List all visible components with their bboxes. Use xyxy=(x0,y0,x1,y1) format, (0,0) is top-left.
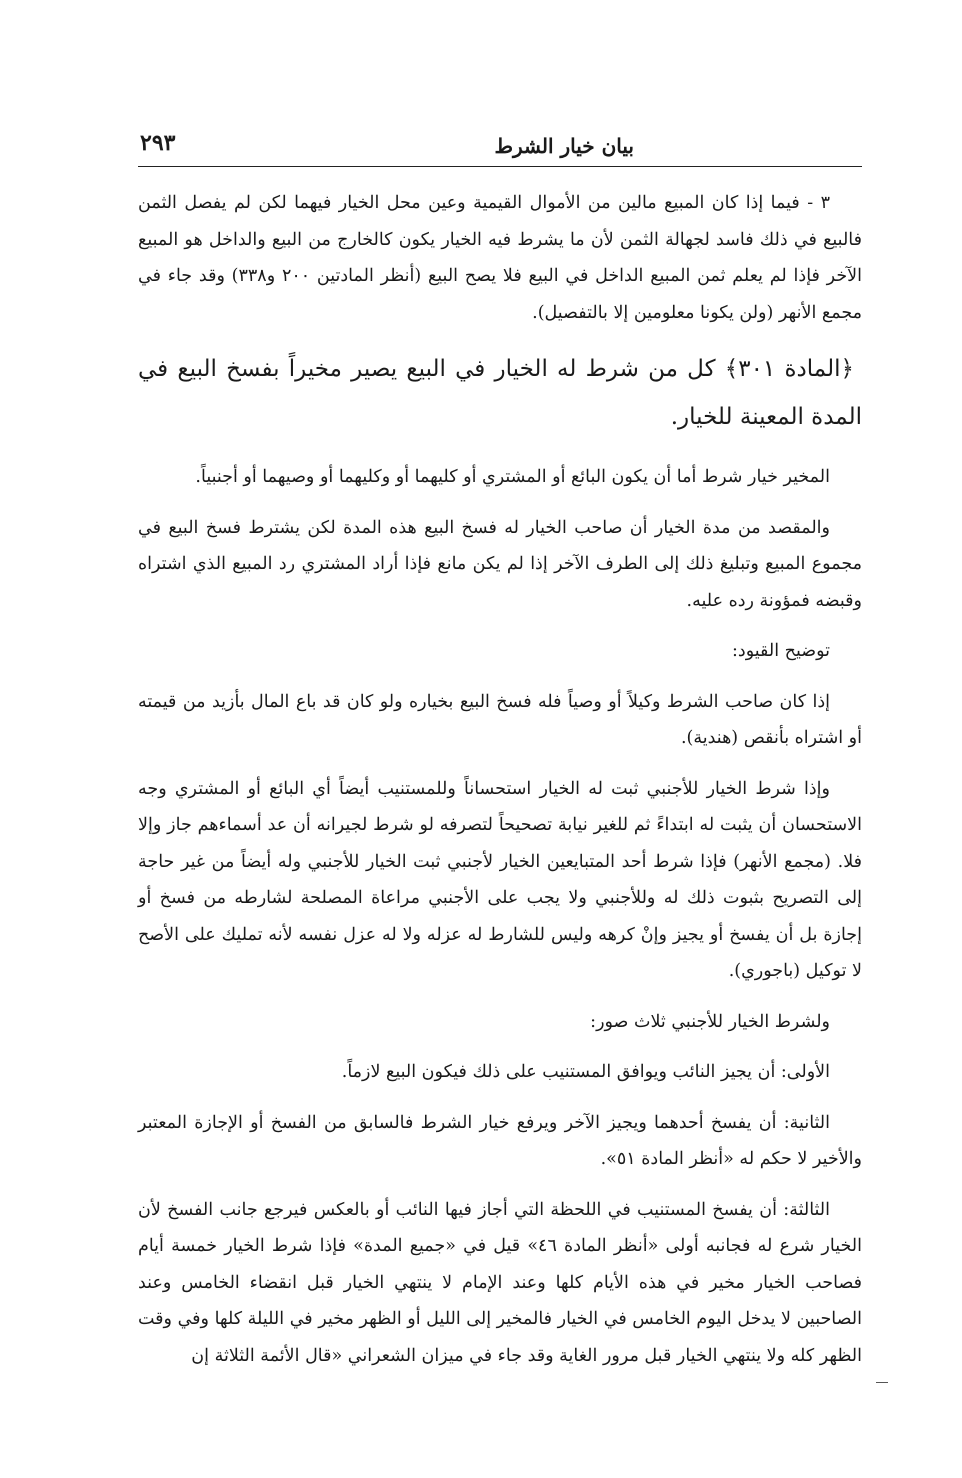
running-title: بيان خيار الشرط xyxy=(494,134,634,158)
paragraph-option-period: والمقصد من مدة الخيار أن صاحب الخيار له فسخ البيع هذه المدة لكن يشترط فسخ البيع في مجموع المبيع وتبليغ ذلك إلى الطرف الآخر إذا لم يكن مانع فإذا أراد المشتري رد المبيع الذي اشتراه وقبضه فمؤونة رده عليه. xyxy=(138,517,862,611)
footer-dash xyxy=(876,1382,888,1383)
paragraph-second-form: الثانية: أن يفسخ أحدهما ويجيز الآخر ويرفع خيار الشرط فالسابق من الفسخ أو الإجازة المعتبر والأخير لا حكم له «أنظر المادة ٥١». xyxy=(138,1112,862,1169)
paragraph-foreigner-option: وإذا شرط الخيار للأجنبي ثبت له الخيار استحساناً وللمستنيب أيضاً أي البائع أو المشتري وجه الاستحسان أن يثبت له ابتداءً ثم للغير نيابة تصحيحاً لتصرفه لو شرط لجيرانه أن عد أسماءهم جاز وإلا فلا. (مجمع الأنهر) فإذا شرط أحد المتبايعين الخيار لأجنبي ثبت الخيار للأجنبي وله أيضاً من غير حاجة إلى التصريح بثبوت ذلك له وللأجنبي ولا يجب على الأجنبي مراعاة المصلحة لشارطه من فسخ أو إجازة بل أن يفسخ أو يجيز وإنْ كرهه وليس للشارط له عزله ولا له عزل نفسه لأنه تمليك على الأصح لا توكيل (باجوري). xyxy=(138,778,862,981)
paragraph-third-form: الثالثة: أن يفسخ المستنيب في اللحظة التي أجاز فيها النائب أو بالعكس فيرجع جانب الفسخ لأن الخيار شرع له فجانبه أولى «أنظر المادة ٤٦» قيل في «جميع المدة» فإذا شرط الخيار خمسة أيام فصاحب الخيار مخير في هذه الأيام كلها وعند الإمام لا ينتهي الخيار قبل انقضاء الخامس وعند الصاحبين لا يدخل اليوم الخامس في الخيار فالمخير إلى الليل أو الظهر مخير في الليلة كلها وفي وقت الظهر كله ولا ينتهي الخيار قبل مرور الغاية وقد جاء في ميزان الشعراني «قال الأئمة الثلاثة إن xyxy=(138,1199,862,1366)
paragraph-first-form: الأولى: أن يجيز النائب ويوافق المستنيب على ذلك فيكون البيع لازماً. xyxy=(341,1062,830,1082)
paragraph-chooser: المخير خيار شرط أما أن يكون البائع أو المشتري أو كليهما أو وكليهما أو وصيهما أو أجنبياً. xyxy=(195,467,830,487)
book-page xyxy=(138,128,862,1388)
paragraph-agent-guardian: إذا كان صاحب الشرط وكيلاً أو وصياً فله فسخ البيع بخياره ولو كان قد باع المال بأزيد من قيمته أو اشتراه بأنقص (هندية). xyxy=(138,691,862,748)
paragraph-three-forms: ولشرط الخيار للأجنبي ثلاث صور: xyxy=(590,1011,830,1032)
paragraph-item-3: ٣ - فيما إذا كان المبيع مالين من الأموال القيمية وعين محل الخيار فيهما لكن لم يفصل الثمن فالبيع في ذلك فاسد لجهالة الثمن لأن ما يشرط فيه الخيار يكون كالخارج من البيع والداخل هو المبيع الآخر فإذا لم يعلم ثمن المبيع الداخل في البيع فلا يصح البيع (أنظر المادتين ٢٠٠ و٣٣٨) وقد جاء في مجمع الأنهر (ولن يكونا معلومين إلا بالتفصيل). xyxy=(138,193,862,323)
page-body xyxy=(138,185,862,1374)
page-number: ٢٩٣ xyxy=(140,130,176,156)
article-301-heading: ﴿المادة ٣٠١﴾ كل من شرط له الخيار في البيع يصير مخيراً بفسخ البيع في المدة المعينة للخيار. xyxy=(138,356,862,430)
paragraph-clarification-heading: توضيح القيود: xyxy=(732,641,830,661)
page-header xyxy=(138,128,862,167)
